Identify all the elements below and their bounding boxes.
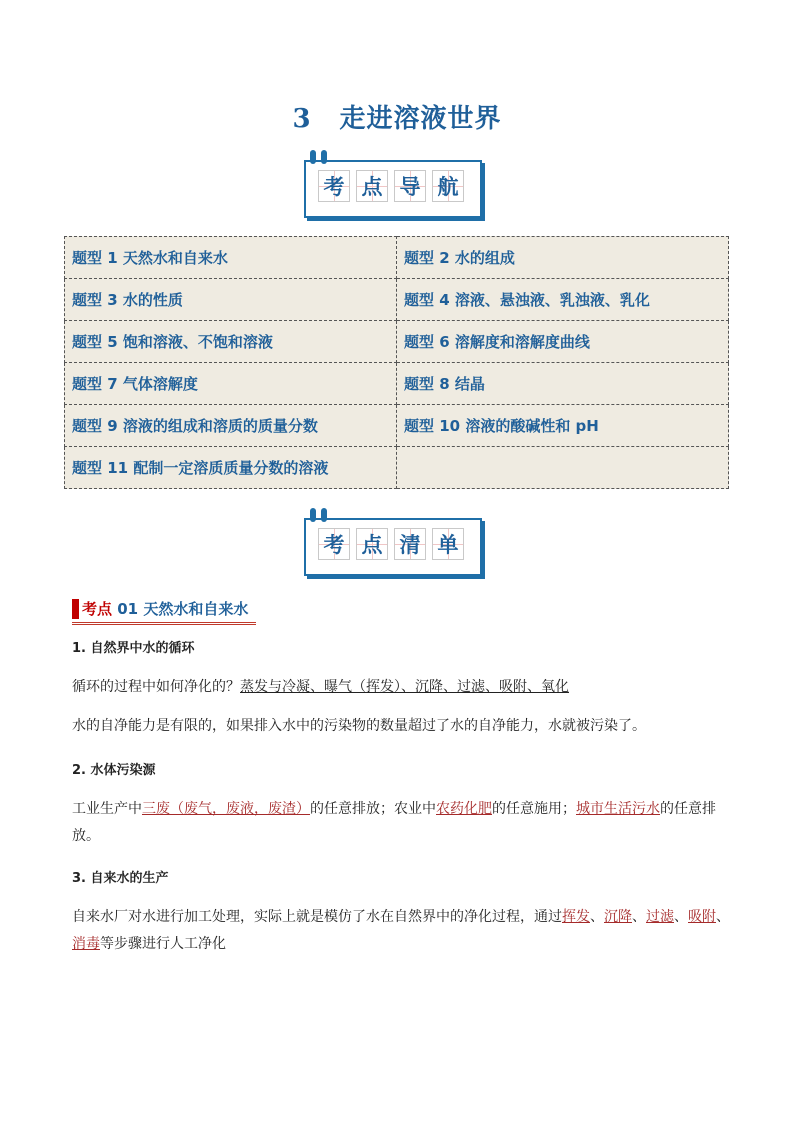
key-term: 过滤 xyxy=(646,909,674,925)
banner-char: 导 xyxy=(394,170,426,202)
section-heading: 2. 水体污染源 xyxy=(72,763,156,778)
table-cell: 题型 11 配制一定溶质质量分数的溶液 xyxy=(65,447,397,489)
table-cell: 题型 6 溶解度和溶解度曲线 xyxy=(397,321,729,363)
topic-nav-table xyxy=(64,236,729,489)
table-cell: 题型 3 水的性质 xyxy=(65,279,397,321)
section-heading: 1. 自然界中水的循环 xyxy=(72,641,195,656)
key-term: 消毒 xyxy=(72,936,100,952)
table-row xyxy=(65,321,729,363)
key-term: 三废（废气，废液，废渣） xyxy=(142,801,310,817)
table-cell: 题型 8 结晶 xyxy=(397,363,729,405)
paragraph: 循环的过程中如何净化的？蒸发与冷凝、曝气（挥发）、沉降、过滤、吸附、氧化 xyxy=(72,679,569,695)
banner-char: 点 xyxy=(356,170,388,202)
kaodian-heading: 考点 01 天然水和自来水 xyxy=(72,598,256,625)
table-cell: 题型 5 饱和溶液、不饱和溶液 xyxy=(65,321,397,363)
banner-char: 航 xyxy=(432,170,464,202)
banner-char: 考 xyxy=(318,528,350,560)
paragraph: 水的自净能力是有限的，如果排入水中的污染物的数量超过了水的自净能力，水就被污染了。 xyxy=(72,718,646,734)
table-cell: 题型 1 天然水和自来水 xyxy=(65,237,397,279)
table-row xyxy=(65,279,729,321)
key-term: 城市生活污水 xyxy=(576,801,660,817)
table-cell: 题型 10 溶液的酸碱性和 pH xyxy=(397,405,729,447)
banner-kaodian-qingdan xyxy=(304,512,486,572)
banner-char: 清 xyxy=(394,528,426,560)
underlined-answer: 蒸发与冷凝、曝气（挥发）、沉降、过滤、吸附、氧化 xyxy=(240,679,569,695)
banner-char: 点 xyxy=(356,528,388,560)
table-cell: 题型 9 溶液的组成和溶质的质量分数 xyxy=(65,405,397,447)
banner-char: 考 xyxy=(318,170,350,202)
table-cell: 题型 4 溶液、悬浊液、乳浊液、乳化 xyxy=(397,279,729,321)
key-term: 吸附 xyxy=(688,909,716,925)
heading-marker xyxy=(72,599,79,619)
key-term: 挥发 xyxy=(562,909,590,925)
paragraph: 工业生产中三废（废气，废液，废渣）的任意排放；农业中农药化肥的任意施用；城市生活污水的任意排放。 xyxy=(72,801,716,844)
table-row xyxy=(65,237,729,279)
key-term: 沉降 xyxy=(604,909,632,925)
table-cell: 题型 2 水的组成 xyxy=(397,237,729,279)
table-cell: 题型 7 气体溶解度 xyxy=(65,363,397,405)
section-heading: 3. 自来水的生产 xyxy=(72,871,169,886)
key-term: 农药化肥 xyxy=(436,801,492,817)
table-row xyxy=(65,405,729,447)
banner-kaodian-daohang xyxy=(304,154,486,214)
banner-char: 单 xyxy=(432,528,464,560)
paragraph: 自来水厂对水进行加工处理，实际上就是模仿了水在自然界中的净化过程，通过挥发、沉降、过滤、吸附、消毒等步骤进行人工净化 xyxy=(72,909,730,952)
table-row xyxy=(65,363,729,405)
page-title: 3 走进溶液世界 xyxy=(292,104,502,134)
table-row xyxy=(65,447,729,489)
table-cell xyxy=(397,447,729,489)
